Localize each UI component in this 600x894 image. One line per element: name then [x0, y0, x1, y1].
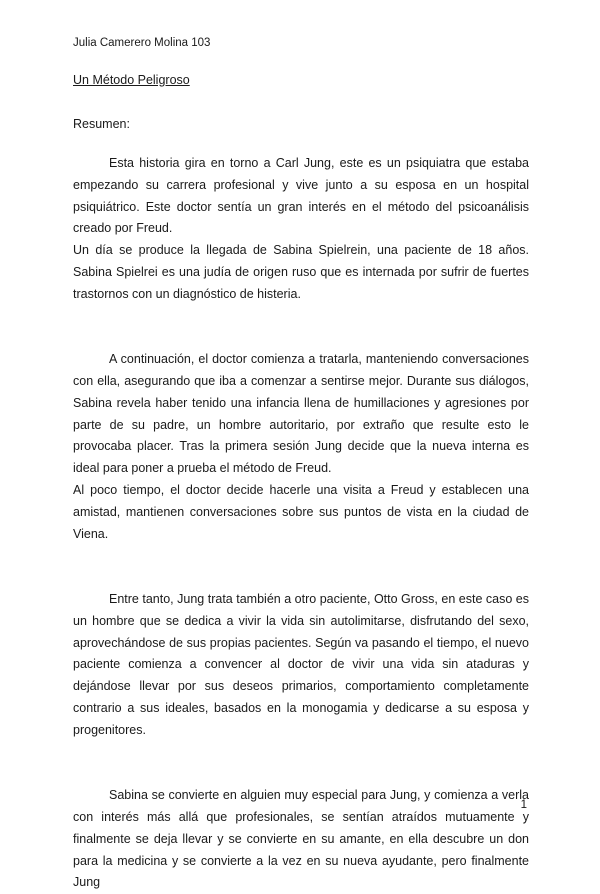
paragraph-spacer	[73, 327, 529, 349]
paragraph-1: Esta historia gira en torno a Carl Jung, este es un psiquiatra que estaba empezando su carrera profesional y vive junto a su esposa en un hospital psiquiátrico. Este doctor sentía un gran interés en el método del psicoanálisis creado por Freud.	[73, 156, 529, 236]
page-number: 1	[520, 799, 527, 811]
document-body	[73, 153, 529, 894]
page-header: Julia Camerero Molina 103	[73, 37, 211, 49]
paragraph-3: A continuación, el doctor comienza a tratarla, manteniendo conversaciones con ella, asegurando que iba a comenzar a sentirse mejor. Durante sus diálogos, Sabina revela haber tenido una infancia llena de humillaciones y agresiones por parte de su padre, un hombre autoritario, por extraño que resulte esto le provocaba placer. Tras la primera sesión Jung decide que la nueva interna es ideal para poner a prueba el método de Freud.	[73, 352, 529, 476]
paragraph-2: Un día se produce la llegada de Sabina Spielrein, una paciente de 18 años. Sabina Spielrei es una judía de origen ruso que es internada por sufrir de fuertes trastornos con un diagnóstico de histeria.	[73, 243, 529, 301]
paragraph-5: Entre tanto, Jung trata también a otro paciente, Otto Gross, en este caso es un hombre que se dedica a vivir la vida sin autolimitarse, disfrutando del sexo, aprovechándose de sus propias pacientes. Según va pasando el tiempo, el nuevo paciente comienza a convencer al doctor de vivir una vida sin ataduras y dejándose llevar por sus deseos primarios, comportamiento completamente contrario a sus ideales, basados en la monogamia y dedicarse a su esposa y progenitores.	[73, 591, 529, 737]
paragraph-4: Al poco tiempo, el doctor decide hacerle una visita a Freud y establecen una amistad, mantienen conversaciones sobre sus puntos de vista en la ciudad de Viena.	[73, 482, 529, 541]
paragraph-spacer	[73, 545, 529, 567]
summary-label: Resumen:	[73, 117, 130, 131]
paragraph-spacer	[73, 763, 529, 785]
paragraph-spacer	[73, 567, 529, 589]
paragraph-6: Sabina se convierte en alguien muy especial para Jung, y comienza a verla con interés más allá que profesionales, se sentían atraídos mutuamente y finalmente se deja llevar y se convierte en su amante, en ella descubre un don para la medicina y se convierte a la vez en su nueva ayudante, pero finalmente Jung	[73, 788, 529, 890]
paragraph-spacer	[73, 742, 529, 764]
paragraph-spacer	[73, 306, 529, 328]
document-title: Un Método Peligroso	[73, 73, 190, 87]
